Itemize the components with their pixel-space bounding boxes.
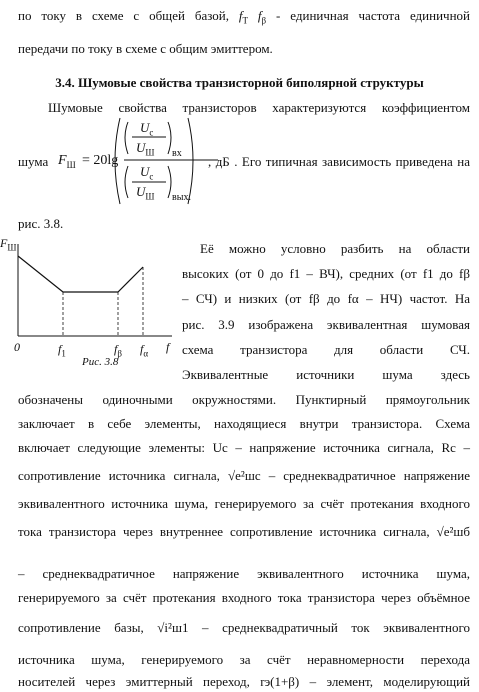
noise-curve [18,256,143,292]
text-line: источника шума, генерируемого за счёт неравномерности перехода [18,652,470,667]
formula-lhs: $F_Ш$ [58,153,76,170]
text-line: обозначены одиночными окружностями. Пунктирный прямоугольник [18,392,470,407]
num-uc: $U_с$ [140,120,154,138]
text-line: заключает в себе элементы, находящиеся внутри транзистора. Схема [18,416,470,431]
num-ush: $U_Ш$ [136,140,155,158]
section-heading: 3.4. Шумовые свойства транзисторной биполярной структуры [55,75,424,90]
math-fT: $f_T$ [238,8,249,26]
num-label: вх [172,148,182,159]
den-uc: $U_с$ [140,164,154,182]
figure-3-8 [0,234,180,374]
formula-suffix: , дБ . Его типичная зависимость приведена на [208,154,470,169]
text-fragment: по току в схеме с общей базой, [18,8,229,23]
figure-caption: Рис. 3.8 [82,356,119,368]
text-line: рис. 3.9 изображена эквивалентная шумовая [182,317,470,332]
noise-formula [18,112,478,212]
formula-eq: = 20lg [82,153,119,168]
tick-falpha-label: $f_\alpha$ [140,342,149,359]
den-ush: $U_Ш$ [136,184,155,202]
text-line: схема транзистора для области СЧ. [182,342,470,357]
text-line: носителей через эмиттерный переход, rэ(1+β) – элемент, моделирующий [18,674,470,689]
math-fbeta: $f_\beta$ [257,8,267,26]
text-line: сопротивление источника сигнала, √e²шс – среднеквадратичное напряжение [18,468,470,483]
x-axis-label: f [166,340,170,354]
text-line: рис. 3.8. [18,216,64,231]
text-line: – среднеквадратичное напряжение эквивалентного источника шума, [18,566,470,581]
text-line: Шумовые свойства транзисторов характеризуются коэффициентом [48,100,470,115]
text-line: тока транзистора через внутреннее сопротивление источника сигнала, √e²шб [18,524,470,539]
y-axis-label: $F_Ш$ [0,236,17,253]
text-line: эквивалентного источника шума, генерируемого за счёт протекания входного [18,496,470,511]
text-line: сопротивление базы, √i²ш1 – среднеквадратичный ток эквивалентного [18,620,470,635]
text-line: Её можно условно разбить на области [200,241,470,256]
den-label: вых. [172,192,191,203]
text-line: Эквивалентные источники шума здесь [182,367,470,382]
text-line [18,8,470,24]
text-line: генерируемого за счёт протекания входного тока транзистора через объёмное [18,590,470,605]
text-fragment: - единичная частота единичной [276,8,470,23]
noise-figure-chart [0,234,180,374]
text-line: высоких (от 0 до f1 – ВЧ), средних (от f1 до fβ [182,266,470,281]
origin-label: 0 [14,340,20,354]
text-line: – СЧ) и низких (от fβ до fα – НЧ) частот. На [182,291,470,306]
tick-f1-label: $f_1$ [58,342,66,359]
text-line: включает следующие элементы: Uс – напряжение источника сигнала, Rс – [18,440,470,455]
text-line: передачи по току в схеме с общим эмиттером. [18,41,273,56]
tick-fbeta-label: $f_\beta$ [114,342,122,359]
formula-prefix: шума [18,154,49,169]
